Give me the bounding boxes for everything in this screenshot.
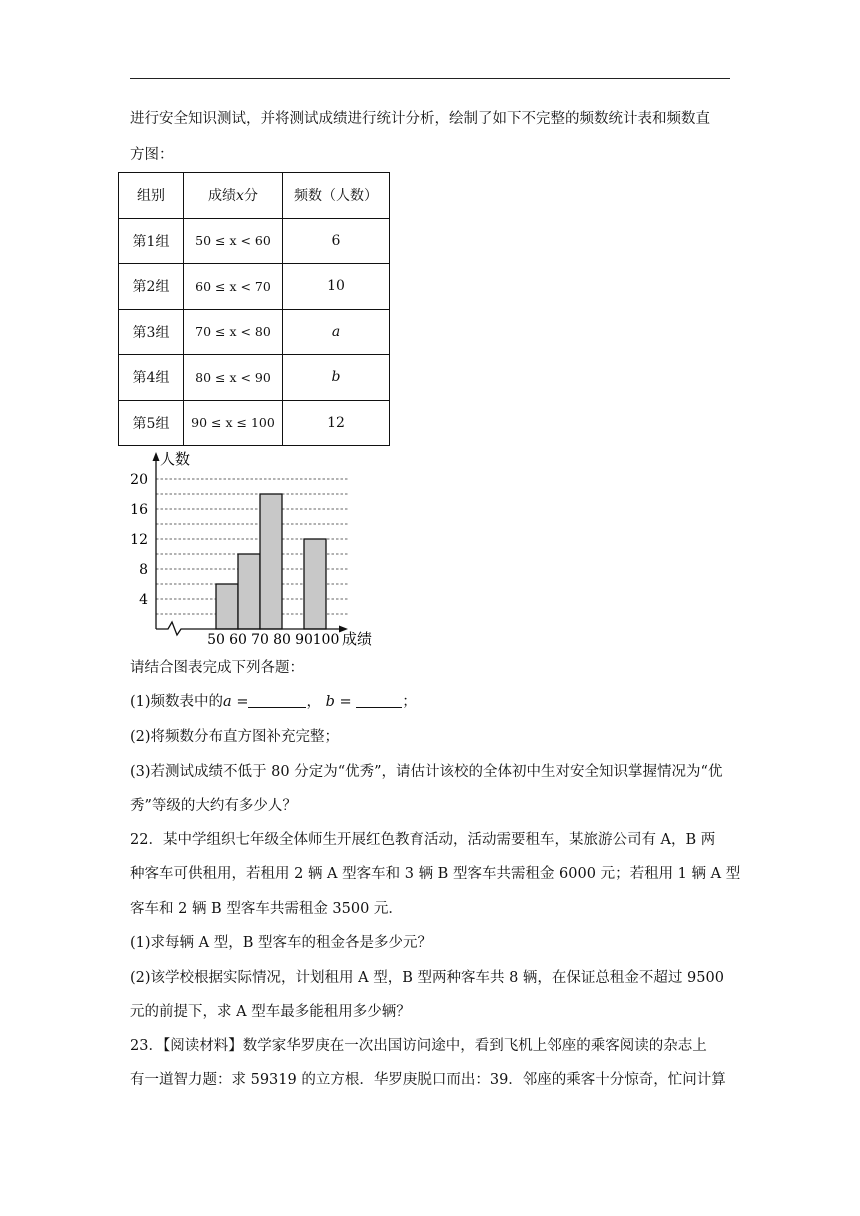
table-row bbox=[119, 264, 390, 310]
group-cell: 第4组 bbox=[119, 355, 184, 401]
histogram-bars bbox=[216, 494, 326, 629]
problem-22-line-1: 22．某中学组织七年级全体师生开展红色教育活动，活动需要租车，某旅游公司有 A，B 两 bbox=[130, 832, 716, 848]
y-axis-label: 人数 bbox=[160, 450, 191, 468]
header-group: 组别 bbox=[119, 173, 184, 219]
x-tick-label: 70 bbox=[251, 632, 269, 648]
x-tick-label: 60 bbox=[229, 632, 247, 648]
table-row bbox=[119, 400, 390, 446]
problem-22-line-2: 种客车可供租用，若租用 2 辆 A 型客车和 3 辆 B 型客车共需租金 6000 元；若租用 1 辆 A 型 bbox=[130, 866, 741, 882]
y-tick-labels bbox=[130, 472, 148, 608]
question-2: (2)将频数分布直方图补充完整； bbox=[130, 729, 340, 745]
table-row bbox=[119, 218, 390, 264]
problem-23-line-1: 23．【阅读材料】数学家华罗庚在一次出国访问途中，看到飞机上邻座的乘客阅读的杂志上 bbox=[130, 1038, 707, 1054]
freq-cell: 6 bbox=[283, 218, 390, 264]
range-cell: 60 ≤ x < 70 bbox=[184, 264, 283, 310]
frequency-table bbox=[118, 172, 390, 446]
y-tick-label: 20 bbox=[130, 472, 148, 488]
freq-cell: 12 bbox=[283, 400, 390, 446]
table-row bbox=[119, 355, 390, 401]
histogram-bar bbox=[260, 494, 282, 629]
header-score: 成绩x分 bbox=[184, 173, 283, 219]
histogram-bar bbox=[216, 584, 238, 629]
intro-line-2: 方图： bbox=[130, 147, 174, 163]
problem-22-line-3: 客车和 2 辆 B 型客车共需租金 3500 元． bbox=[130, 901, 403, 917]
x-tick-label: 90 bbox=[295, 632, 313, 648]
group-cell: 第1组 bbox=[119, 218, 184, 264]
questions-prompt: 请结合图表完成下列各题： bbox=[130, 660, 304, 676]
histogram-bar bbox=[304, 539, 326, 629]
table-row bbox=[119, 309, 390, 355]
group-cell: 第5组 bbox=[119, 400, 184, 446]
x-tick-label: 100 bbox=[312, 632, 340, 648]
freq-cell: b bbox=[283, 355, 390, 401]
freq-cell: a bbox=[283, 309, 390, 355]
range-cell: 70 ≤ x < 80 bbox=[184, 309, 283, 355]
problem-23-line-2: 有一道智力题：求 59319 的立方根．华罗庚脱口而出：39．邻座的乘客十分惊奇，忙问计算 bbox=[130, 1072, 726, 1088]
problem-22-question-2-line-2: 元的前提下，求 A 型车最多能租用多少辆？ bbox=[130, 1004, 411, 1020]
x-tick-label: 80 bbox=[273, 632, 291, 648]
range-cell: 50 ≤ x < 60 bbox=[184, 218, 283, 264]
answer-blank-b[interactable] bbox=[356, 693, 402, 708]
histogram-bar bbox=[238, 554, 260, 629]
range-cell: 90 ≤ x ≤ 100 bbox=[184, 400, 283, 446]
x-axis-label: 成绩 bbox=[342, 630, 373, 648]
freq-cell: 10 bbox=[283, 264, 390, 310]
y-tick-label: 12 bbox=[130, 532, 148, 548]
intro-line-1: 进行安全知识测试，并将测试成绩进行统计分析，绘制了如下不完整的频数统计表和频数直 bbox=[130, 111, 710, 127]
problem-22-question-1: (1)求每辆 A 型，B 型客车的租金各是多少元？ bbox=[130, 935, 432, 951]
header-rule bbox=[130, 78, 730, 79]
question-3-line-1: (3)若测试成绩不低于 80 分定为“优秀”，请估计该校的全体初中生对安全知识掌握情况为“优 bbox=[130, 764, 723, 780]
header-frequency: 频数（人数） bbox=[283, 173, 390, 219]
table-header-row bbox=[119, 173, 390, 219]
y-axis-arrow bbox=[153, 452, 160, 461]
x-tick-labels bbox=[207, 632, 339, 648]
question-3-line-2: 秀”等级的大约有多少人？ bbox=[130, 798, 297, 814]
frequency-histogram bbox=[118, 446, 398, 650]
group-cell: 第3组 bbox=[119, 309, 184, 355]
group-cell: 第2组 bbox=[119, 264, 184, 310]
y-tick-label: 8 bbox=[139, 562, 148, 578]
y-tick-label: 4 bbox=[139, 592, 148, 608]
answer-blank-a[interactable] bbox=[248, 693, 306, 708]
y-tick-label: 16 bbox=[130, 502, 148, 518]
question-1: (1)频数表中的a = ， b = ； bbox=[130, 694, 417, 710]
problem-22-question-2-line-1: (2)该学校根据实际情况，计划租用 A 型，B 型两种客车共 8 辆，在保证总租金不超过 9500 bbox=[130, 970, 724, 986]
range-cell: 80 ≤ x < 90 bbox=[184, 355, 283, 401]
x-tick-label: 50 bbox=[207, 632, 225, 648]
